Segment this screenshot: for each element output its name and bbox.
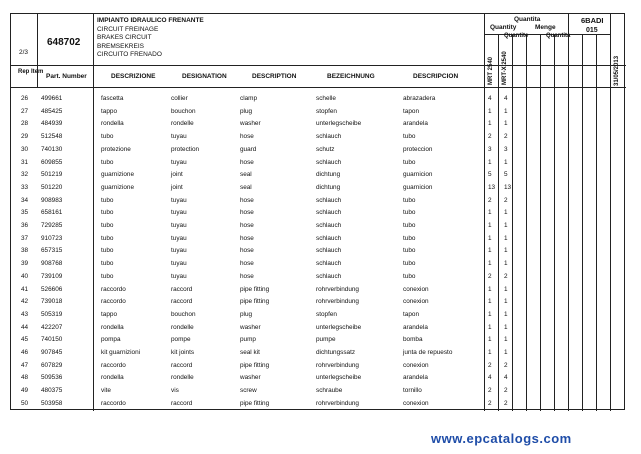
cell-qty-mrtx: 1 bbox=[504, 120, 508, 128]
cell-part-number: 657315 bbox=[41, 247, 63, 255]
cell-rep: 39 bbox=[21, 260, 29, 268]
date-stamp: 31/05/2013 bbox=[614, 55, 620, 86]
cell-descrizione: tubo bbox=[101, 234, 114, 242]
cell-qty-mrt: 1 bbox=[488, 349, 492, 356]
cell-designation: rondelle bbox=[171, 120, 194, 128]
table-row bbox=[11, 295, 626, 308]
cell-bezeichnung: schraube bbox=[316, 387, 343, 395]
table-row bbox=[11, 308, 626, 321]
cell-part-number: 729285 bbox=[41, 222, 63, 229]
table-row bbox=[11, 359, 626, 372]
table-row bbox=[11, 143, 626, 156]
cell-descrizione: fascetta bbox=[101, 95, 124, 102]
cell-rep: 44 bbox=[21, 323, 29, 331]
table-row bbox=[11, 168, 626, 181]
cell-descrizione: tubo bbox=[101, 196, 114, 204]
cell-part-number: 908768 bbox=[41, 260, 63, 268]
page-number: 2/3 bbox=[19, 49, 29, 56]
cell-qty-mrtx: 1 bbox=[504, 349, 508, 356]
cell-bezeichnung: pumpe bbox=[316, 336, 336, 344]
cell-rep: 28 bbox=[21, 120, 29, 128]
col-header-designation: DESIGNATION bbox=[182, 73, 227, 80]
cell-bezeichnung: dichtungssatz bbox=[316, 349, 356, 356]
cell-qty-mrt: 4 bbox=[488, 374, 492, 382]
title-en: BRAKES CIRCUIT bbox=[97, 34, 152, 42]
column-header-divider bbox=[11, 87, 626, 88]
cell-bezeichnung: dichtung bbox=[316, 183, 341, 191]
col-header-rep: Rep Item bbox=[18, 69, 44, 75]
cell-bezeichnung: unterlegscheibe bbox=[316, 374, 362, 382]
cell-qty-mrt: 5 bbox=[488, 171, 492, 179]
cell-bezeichnung: stopfen bbox=[316, 310, 337, 318]
cell-qty-mrt: 2 bbox=[488, 133, 492, 141]
cell-qty-mrtx: 2 bbox=[504, 361, 508, 369]
cell-designation: pompe bbox=[171, 336, 191, 344]
cell-qty-mrtx: 1 bbox=[504, 158, 508, 166]
model-sub: 015 bbox=[586, 27, 598, 34]
cell-description: hose bbox=[240, 234, 254, 242]
cell-description: hose bbox=[240, 272, 254, 280]
cell-designation: raccord bbox=[171, 285, 193, 293]
cell-part-number: 910723 bbox=[41, 234, 63, 242]
header-divider bbox=[11, 65, 626, 66]
cell-qty-mrtx: 1 bbox=[504, 336, 508, 344]
cell-description: pipe fitting bbox=[240, 361, 270, 369]
cell-bezeichnung: schlauch bbox=[316, 133, 342, 141]
cell-descripcion: tubo bbox=[403, 234, 416, 242]
cell-rep: 31 bbox=[21, 158, 29, 166]
cell-bezeichnung: unterlegscheibe bbox=[316, 120, 362, 128]
cell-qty-mrt: 4 bbox=[488, 95, 492, 102]
cell-bezeichnung: dichtung bbox=[316, 171, 341, 179]
cell-descripcion: bomba bbox=[403, 336, 423, 344]
cell-qty-mrt: 1 bbox=[488, 120, 492, 128]
cell-descripcion: arandela bbox=[403, 323, 428, 331]
cell-description: plug bbox=[240, 310, 253, 318]
cell-description: pipe fitting bbox=[240, 298, 270, 306]
cell-bezeichnung: rohrverbindung bbox=[316, 399, 359, 407]
cell-designation: tuyau bbox=[171, 133, 187, 141]
cell-descripcion: proteccion bbox=[403, 145, 433, 153]
cell-description: washer bbox=[240, 374, 261, 382]
table-row bbox=[11, 270, 626, 283]
cell-designation: rondelle bbox=[171, 323, 194, 331]
cell-qty-mrt: 1 bbox=[488, 209, 492, 217]
cell-qty-mrtx: 4 bbox=[504, 95, 508, 102]
cell-rep: 37 bbox=[21, 234, 29, 242]
cell-qty-mrt: 1 bbox=[488, 234, 492, 242]
cell-bezeichnung: schelle bbox=[316, 95, 336, 102]
cell-descrizione: rondella bbox=[101, 374, 124, 382]
cell-designation: vis bbox=[171, 387, 179, 395]
table-row bbox=[11, 156, 626, 169]
cell-description: pipe fitting bbox=[240, 285, 270, 293]
cell-part-number: 908983 bbox=[41, 196, 63, 204]
col-header-descripcion: DESCRIPCION bbox=[413, 73, 459, 80]
footer-watermark[interactable]: www.epcatalogs.com bbox=[431, 431, 572, 446]
cell-descripcion: conexion bbox=[403, 361, 429, 369]
cell-descrizione: raccordo bbox=[101, 285, 126, 293]
cell-designation: tuyau bbox=[171, 209, 187, 217]
cell-qty-mrtx: 1 bbox=[504, 323, 508, 331]
cell-rep: 27 bbox=[21, 107, 29, 115]
cell-qty-mrt: 1 bbox=[488, 336, 492, 344]
cell-descrizione: tubo bbox=[101, 247, 114, 255]
cell-descripcion: tapon bbox=[403, 107, 419, 115]
quantity-en: Quantity bbox=[490, 24, 517, 31]
cell-part-number: 509536 bbox=[41, 374, 63, 382]
table-row bbox=[11, 232, 626, 245]
cell-descripcion: tubo bbox=[403, 196, 416, 204]
cell-description: pipe fitting bbox=[240, 399, 270, 407]
cell-part-number: 740130 bbox=[41, 145, 63, 153]
cell-rep: 36 bbox=[21, 222, 29, 229]
cell-bezeichnung: schutz bbox=[316, 145, 335, 153]
cell-descrizione: rondella bbox=[101, 120, 124, 128]
cell-qty-mrt: 1 bbox=[488, 298, 492, 306]
cell-qty-mrt: 2 bbox=[488, 196, 492, 204]
quantity-de: Menge bbox=[535, 24, 556, 31]
cell-qty-mrt: 1 bbox=[488, 107, 492, 115]
cell-qty-mrt: 1 bbox=[488, 247, 492, 255]
cell-part-number: 739109 bbox=[41, 272, 63, 280]
cell-description: seal kit bbox=[240, 349, 260, 356]
cell-descrizione: tappo bbox=[101, 310, 117, 318]
cell-descripcion: guarnicion bbox=[403, 171, 433, 179]
parts-sheet bbox=[10, 13, 625, 410]
cell-description: plug bbox=[240, 107, 253, 115]
cell-bezeichnung: schlauch bbox=[316, 234, 342, 242]
cell-descrizione: vite bbox=[101, 387, 111, 395]
table-row bbox=[11, 257, 626, 270]
table-row bbox=[11, 194, 626, 207]
cell-descripcion: tubo bbox=[403, 260, 416, 268]
cell-rep: 46 bbox=[21, 349, 29, 356]
model-col-1: MRT 2540 bbox=[488, 56, 494, 85]
cell-description: pump bbox=[240, 336, 256, 344]
cell-descripcion: conexion bbox=[403, 399, 429, 407]
cell-qty-mrtx: 1 bbox=[504, 260, 508, 268]
cell-description: hose bbox=[240, 247, 254, 255]
cell-descripcion: abrazadera bbox=[403, 95, 436, 102]
cell-description: washer bbox=[240, 120, 261, 128]
cell-part-number: 501219 bbox=[41, 171, 63, 179]
cell-qty-mrtx: 1 bbox=[504, 209, 508, 217]
cell-qty-mrt: 1 bbox=[488, 323, 492, 331]
title-block bbox=[97, 17, 204, 60]
cell-description: clamp bbox=[240, 95, 258, 102]
cell-descrizione: tubo bbox=[101, 272, 114, 280]
cell-designation: tuyau bbox=[171, 260, 187, 268]
table-row bbox=[11, 244, 626, 257]
cell-rep: 45 bbox=[21, 336, 29, 344]
cell-designation: tuyau bbox=[171, 196, 187, 204]
cell-descrizione: guarnizione bbox=[101, 183, 135, 191]
title-fr: CIRCUIT FREINAGE bbox=[97, 25, 159, 33]
cell-part-number: 422207 bbox=[41, 323, 63, 331]
cell-rep: 40 bbox=[21, 272, 29, 280]
cell-description: hose bbox=[240, 222, 254, 229]
cell-part-number: 607829 bbox=[41, 361, 63, 369]
cell-rep: 41 bbox=[21, 285, 29, 293]
table-row bbox=[11, 92, 626, 105]
cell-rep: 29 bbox=[21, 133, 29, 141]
cell-part-number: 485425 bbox=[41, 107, 63, 115]
table-row bbox=[11, 219, 626, 232]
cell-bezeichnung: schlauch bbox=[316, 272, 342, 280]
cell-qty-mrt: 1 bbox=[488, 310, 492, 318]
cell-qty-mrtx: 5 bbox=[504, 171, 508, 179]
cell-designation: raccord bbox=[171, 361, 193, 369]
cell-part-number: 505319 bbox=[41, 310, 63, 318]
model-col-2: MRT-X 2540 bbox=[502, 51, 508, 85]
cell-description: hose bbox=[240, 260, 254, 268]
cell-descripcion: tubo bbox=[403, 209, 416, 217]
model-code: 6BADI bbox=[581, 16, 604, 25]
title-it: IMPIANTO IDRAULICO FRENANTE bbox=[97, 17, 204, 24]
table-row bbox=[11, 333, 626, 346]
cell-descripcion: arandela bbox=[403, 120, 428, 128]
cell-bezeichnung: rohrverbindung bbox=[316, 361, 359, 369]
table-row bbox=[11, 117, 626, 130]
cell-qty-mrtx: 3 bbox=[504, 145, 508, 153]
table-row bbox=[11, 105, 626, 118]
cell-descrizione: raccordo bbox=[101, 361, 126, 369]
cell-rep: 34 bbox=[21, 196, 29, 204]
cell-rep: 50 bbox=[21, 399, 29, 407]
cell-rep: 30 bbox=[21, 145, 29, 153]
col-divider bbox=[37, 14, 38, 87]
table-row bbox=[11, 181, 626, 194]
cell-part-number: 526606 bbox=[41, 285, 63, 293]
cell-rep: 43 bbox=[21, 310, 29, 318]
cell-rep: 48 bbox=[21, 374, 29, 382]
cell-part-number: 740150 bbox=[41, 336, 63, 344]
cell-descrizione: rondella bbox=[101, 323, 124, 331]
cell-qty-mrtx: 4 bbox=[504, 374, 508, 382]
cell-qty-mrtx: 2 bbox=[504, 387, 508, 395]
cell-qty-mrtx: 2 bbox=[504, 399, 508, 407]
cell-qty-mrt: 13 bbox=[488, 183, 496, 191]
cell-designation: joint bbox=[171, 183, 183, 191]
quantity-title: Quantita bbox=[514, 16, 541, 23]
cell-descripcion: tubo bbox=[403, 272, 416, 280]
cell-descripcion: tapon bbox=[403, 310, 419, 318]
table-row bbox=[11, 283, 626, 296]
quantity-fr: Quantite bbox=[504, 33, 529, 39]
cell-descrizione: guarnizione bbox=[101, 171, 135, 179]
cell-bezeichnung: rohrverbindung bbox=[316, 298, 359, 306]
cell-descripcion: arandela bbox=[403, 374, 428, 382]
model-header-divider bbox=[568, 34, 610, 35]
col-header-description: DESCRIPTION bbox=[252, 73, 297, 80]
cell-descrizione: raccordo bbox=[101, 298, 126, 306]
cell-descripcion: tubo bbox=[403, 247, 416, 255]
drawing-number: 648702 bbox=[47, 37, 81, 48]
table-row bbox=[11, 397, 626, 410]
cell-qty-mrt: 1 bbox=[488, 158, 492, 166]
cell-designation: tuyau bbox=[171, 247, 187, 255]
cell-part-number: 739018 bbox=[41, 298, 63, 306]
cell-designation: rondelle bbox=[171, 374, 194, 382]
cell-bezeichnung: stopfen bbox=[316, 107, 337, 115]
cell-bezeichnung: schlauch bbox=[316, 158, 342, 166]
cell-descrizione: tubo bbox=[101, 260, 114, 268]
cell-descrizione: kit guarnizioni bbox=[101, 349, 141, 356]
cell-designation: bouchon bbox=[171, 107, 196, 115]
table-row bbox=[11, 206, 626, 219]
cell-description: seal bbox=[240, 183, 252, 191]
cell-descripcion: conexion bbox=[403, 285, 429, 293]
cell-bezeichnung: schlauch bbox=[316, 260, 342, 268]
cell-designation: raccord bbox=[171, 399, 193, 407]
cell-qty-mrt: 2 bbox=[488, 361, 492, 369]
cell-part-number: 501220 bbox=[41, 183, 63, 191]
cell-qty-mrt: 1 bbox=[488, 260, 492, 268]
cell-qty-mrtx: 2 bbox=[504, 196, 508, 204]
cell-descrizione: tubo bbox=[101, 158, 114, 166]
cell-bezeichnung: schlauch bbox=[316, 209, 342, 217]
cell-descripcion: junta de repuesto bbox=[403, 349, 453, 356]
cell-designation: bouchon bbox=[171, 310, 196, 318]
cell-designation: kit joints bbox=[171, 349, 195, 356]
cell-qty-mrtx: 1 bbox=[504, 298, 508, 306]
cell-rep: 42 bbox=[21, 298, 29, 306]
cell-designation: collier bbox=[171, 95, 188, 102]
cell-qty-mrt: 2 bbox=[488, 272, 492, 280]
cell-bezeichnung: unterlegscheibe bbox=[316, 323, 362, 331]
title-es: CIRCUITO FRENADO bbox=[97, 51, 162, 59]
cell-designation: tuyau bbox=[171, 272, 187, 280]
cell-bezeichnung: schlauch bbox=[316, 222, 342, 229]
cell-qty-mrtx: 1 bbox=[504, 107, 508, 115]
cell-part-number: 484939 bbox=[41, 120, 63, 128]
cell-descripcion: tubo bbox=[403, 158, 416, 166]
cell-description: hose bbox=[240, 209, 254, 217]
cell-description: hose bbox=[240, 133, 254, 141]
cell-description: hose bbox=[240, 196, 254, 204]
cell-designation: tuyau bbox=[171, 222, 187, 229]
cell-descripcion: conexion bbox=[403, 298, 429, 306]
cell-part-number: 658161 bbox=[41, 209, 63, 217]
cell-descrizione: protezione bbox=[101, 145, 131, 153]
cell-qty-mrtx: 2 bbox=[504, 272, 508, 280]
col-header-part-number: Part. Number bbox=[46, 73, 87, 80]
cell-descrizione: tappo bbox=[101, 107, 117, 115]
cell-rep: 49 bbox=[21, 387, 29, 395]
cell-descrizione: pompa bbox=[101, 336, 121, 344]
cell-qty-mrt: 1 bbox=[488, 285, 492, 293]
cell-qty-mrt: 1 bbox=[488, 222, 492, 229]
cell-descripcion: tubo bbox=[403, 133, 416, 141]
cell-qty-mrt: 3 bbox=[488, 145, 492, 153]
cell-part-number: 503958 bbox=[41, 399, 63, 407]
cell-descripcion: tubo bbox=[403, 222, 416, 229]
cell-rep: 47 bbox=[21, 361, 29, 369]
cell-description: washer bbox=[240, 323, 261, 331]
cell-part-number: 907845 bbox=[41, 349, 63, 356]
cell-descrizione: tubo bbox=[101, 133, 114, 141]
table-row bbox=[11, 130, 626, 143]
cell-rep: 26 bbox=[21, 95, 29, 102]
cell-descrizione: tubo bbox=[101, 222, 114, 229]
table-row bbox=[11, 371, 626, 384]
cell-qty-mrtx: 1 bbox=[504, 310, 508, 318]
cell-part-number: 480375 bbox=[41, 387, 63, 395]
title-de: BREMSEKREIS bbox=[97, 42, 144, 50]
cell-part-number: 512548 bbox=[41, 133, 63, 141]
cell-part-number: 609855 bbox=[41, 158, 63, 166]
cell-designation: tuyau bbox=[171, 234, 187, 242]
table-row bbox=[11, 321, 626, 334]
cell-descrizione: tubo bbox=[101, 209, 114, 217]
cell-rep: 35 bbox=[21, 209, 29, 217]
cell-rep: 32 bbox=[21, 171, 29, 179]
col-header-descrizione: DESCRIZIONE bbox=[111, 73, 156, 80]
cell-description: screw bbox=[240, 387, 257, 395]
cell-designation: tuyau bbox=[171, 158, 187, 166]
cell-description: hose bbox=[240, 158, 254, 166]
cell-bezeichnung: schlauch bbox=[316, 247, 342, 255]
cell-qty-mrtx: 1 bbox=[504, 285, 508, 293]
cell-part-number: 499661 bbox=[41, 95, 63, 102]
cell-descripcion: tornillo bbox=[403, 387, 422, 395]
cell-bezeichnung: rohrverbindung bbox=[316, 285, 359, 293]
cell-qty-mrtx: 1 bbox=[504, 222, 508, 229]
cell-bezeichnung: schlauch bbox=[316, 196, 342, 204]
col-header-bezeichnung: BEZEICHNUNG bbox=[327, 73, 375, 80]
cell-qty-mrtx: 1 bbox=[504, 234, 508, 242]
cell-rep: 38 bbox=[21, 247, 29, 255]
cell-description: guard bbox=[240, 145, 257, 153]
cell-rep: 33 bbox=[21, 183, 29, 191]
cell-descripcion: guarnicion bbox=[403, 183, 433, 191]
cell-designation: joint bbox=[171, 171, 183, 179]
cell-designation: raccord bbox=[171, 298, 193, 306]
cell-qty-mrt: 2 bbox=[488, 399, 492, 407]
cell-qty-mrtx: 13 bbox=[504, 183, 512, 191]
cell-qty-mrtx: 2 bbox=[504, 133, 508, 141]
table-row bbox=[11, 346, 626, 359]
cell-description: seal bbox=[240, 171, 252, 179]
cell-qty-mrt: 2 bbox=[488, 387, 492, 395]
table-row bbox=[11, 384, 626, 397]
quantity-it: Quantita bbox=[546, 33, 571, 39]
cell-descrizione: raccordo bbox=[101, 399, 126, 407]
cell-designation: protection bbox=[171, 145, 200, 153]
cell-qty-mrtx: 1 bbox=[504, 247, 508, 255]
